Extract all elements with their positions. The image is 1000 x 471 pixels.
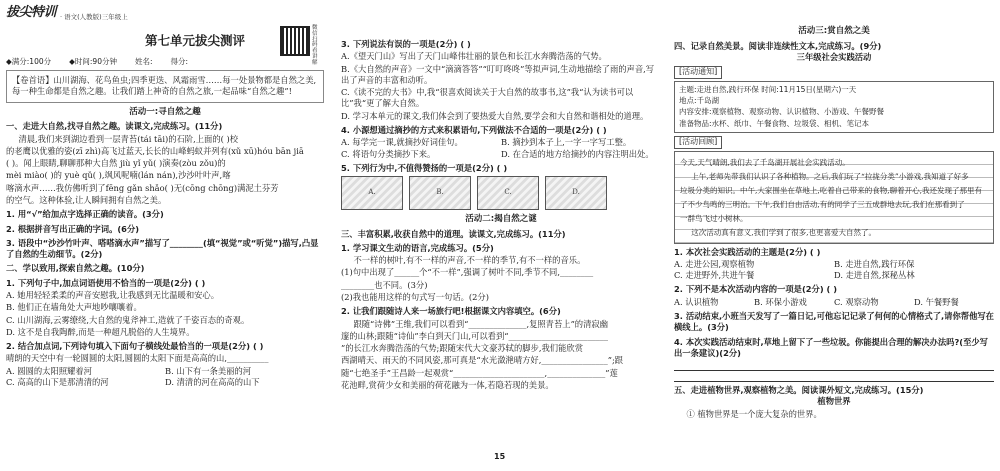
notice-box: [674, 81, 994, 133]
brand-subtitle: · 语文(人教版)三年级上: [60, 13, 128, 22]
passage-line: 的老鹰以优雅的姿(zī zhì)高飞过蓝天,长长的山峰蚂蚁并列有(xǔ xū)hóu bān jiā: [6, 145, 304, 156]
picture-option-b[interactable]: B.: [409, 176, 471, 210]
section-heading: 二、学以致用,探索自然之趣。(10分): [6, 263, 145, 274]
blank-line[interactable]: 花池畔,赏荷少女和美丽的荷花融为一体,若隐若现的美景。: [341, 380, 554, 391]
blank-line[interactable]: (2)我也能用这样的句式写一句话。(2分): [341, 292, 489, 303]
option[interactable]: D. 这不是自我陶醉,而是一种超凡脱俗的人生境界。: [6, 326, 195, 337]
option[interactable]: A. 圆圆的太阳照耀着河: [6, 365, 92, 376]
brand-logo: 拔尖特训: [6, 5, 57, 21]
diary-line: 这次活动真有意义,我们学到了很多,也更喜爱大自然了。: [691, 227, 877, 237]
section-heading: 一、走进大自然,找寻自然之趣。读课文,完成练习。(11分): [6, 121, 223, 132]
doc-title: 三年级社会实践活动: [796, 51, 872, 62]
options: [341, 137, 661, 160]
intro-text: 【卷首语】山川湖海、花鸟鱼虫;四季更迭、风霜雨雪……每一处景物都是自然之美,每一种生命都是自然之趣。让我们踏上神奇的自然之旅,一起品味“自然之趣”!: [12, 75, 317, 97]
notice-line: 地点:千岛湖: [679, 96, 720, 106]
section-heading: 五、走进植物世界,观察植物之美。阅读课外短文,完成练习。(15分): [674, 385, 924, 396]
answer-line[interactable]: [674, 371, 994, 382]
activity-heading: 活动二:揭自然之谜: [465, 214, 537, 225]
passage-line: mèi miào( )的 yuè qǔ( ),飒风呢喃(lán nán),沙沙叶叶声,喀: [6, 170, 231, 181]
header: [6, 0, 324, 22]
meta-row: [6, 57, 324, 67]
option[interactable]: A. 每学完一课,就摘抄好词佳句。: [341, 137, 463, 148]
blank-line[interactable]: ”的长江水奔腾浩荡的气势;跟随宋代大文豪苏轼的脚步,我们能欣赏: [341, 343, 583, 354]
time-limit: ◆时间:90分钟: [69, 57, 117, 66]
question: 1. 本次社会实践活动的主题是(2分) ( ): [674, 246, 821, 257]
article-paragraph: ① 植物世界是一个庞大复杂的世界。: [686, 408, 822, 419]
option[interactable]: D. 学习本单元的课文,我们体会到了要热爱大自然,要学会和大自然和谐相处的道理。: [341, 110, 649, 121]
diary-line: 上午,老师先带我们认识了各种植物。之后,我们玩了“拉拢分类”小游戏,我知道了好多: [691, 171, 969, 181]
text: 不一样的树叶,有不一样的声音,不一样的季节,有不一样的音乐。: [353, 255, 586, 266]
qr-code-icon[interactable]: [280, 26, 310, 56]
middle-column: [341, 36, 661, 471]
blank-line[interactable]: 跟随“诗佛”王维,我们可以看到“______________,复照青苔上”的清寂幽: [353, 318, 608, 329]
review-tag: [活动回顾]: [674, 136, 722, 149]
name-field[interactable]: 姓名:: [134, 57, 153, 66]
option[interactable]: C. 观察动物: [834, 296, 879, 307]
blank-line[interactable]: (1)句中出现了______个“不一样”,强调了树叶不同,季节不同,________: [341, 267, 594, 278]
question: 2. 让我们跟随诗人来一场旅行吧!根据课文内容填空。(6分): [341, 306, 561, 317]
question: 1. 用“√”给加点字选择正确的读音。(3分): [6, 209, 164, 220]
notice-line: 主题:走进自然,践行环保 时间:11月15日(星期六)一天: [679, 84, 857, 94]
question: 3. 下列说法有误的一项是(2分) ( ): [341, 39, 471, 49]
option[interactable]: C. 山川湖海,云雾缭绕,大自然的鬼斧神工,造就了千姿百态的奇观。: [6, 314, 250, 325]
option[interactable]: D. 清清的河在高高的山下: [165, 376, 260, 387]
question: 2. 结合加点词,下列诗句填入下面句子横线处最恰当的一项是(2分) ( ): [6, 341, 264, 352]
blank-line[interactable]: 邃的山林;跟随“诗仙”李白到天门山,可以看到“________________________: [341, 330, 609, 341]
passage-line: ( )。闻上眼睛,聊聊那种大自然 jiù yǐ yǔ( )演奏(zòu zǒu)的: [6, 158, 226, 169]
notice-line: 准备物品:水杯、纸巾、午餐食物、垃圾袋、相机、笔记本: [679, 118, 870, 128]
article-title: 植物世界: [817, 396, 851, 407]
option[interactable]: B. 环保小游戏: [754, 296, 807, 307]
notice-tag: [活动通知]: [674, 66, 722, 79]
option[interactable]: B. 走进自然,践行环保: [834, 258, 915, 269]
passage-line: 喀滴水声……我仿佛听到了fēng gǎn shǎo( )无(cōng chōng)满泥土芬芳: [6, 182, 279, 193]
notice-line: 内容安排:观察植物、观察动物、认识植物、小游戏、午餐野餐: [679, 107, 885, 117]
intro-box: [6, 70, 324, 103]
blank-line[interactable]: ________也不同。(3分): [341, 279, 428, 290]
page-number: 15: [494, 452, 506, 461]
option[interactable]: B. 摘抄到本子上,一字一字写工整。: [501, 137, 632, 148]
score-field[interactable]: 得分:: [170, 57, 189, 66]
question: 5. 下列行为中,不值得赞扬的一项是(2分) ( ): [341, 162, 508, 173]
activity-heading: 活动一:寻自然之趣: [129, 106, 201, 117]
option[interactable]: C. 高高的山下是那清清的河: [6, 376, 109, 387]
page-title: 第七单元拔尖测评: [144, 33, 245, 48]
picture-option-c[interactable]: C.: [477, 176, 539, 210]
picture-option-d[interactable]: D.: [545, 176, 607, 210]
activity-heading: 活动三:赏自然之美: [798, 26, 870, 36]
question: 4. 本次实践活动结束时,草地上留下了一些垃圾。你能提出合理的解决办法吗?(至少写出一条建议)(2分): [674, 336, 988, 358]
question-sentence: 晴朗的天空中有一轮圆圆的太阳,圆圆的太阳下面是高高的山,__________: [6, 353, 269, 364]
option[interactable]: D. 走进自然,探秘丛林: [834, 270, 915, 281]
diary-box: [674, 151, 994, 244]
blank-line[interactable]: 随“七绝圣手”王昌龄一起观赏“______________________,______________”莲: [341, 367, 618, 378]
section-heading: 三、丰富积累,收获自然中的道理。读课文,完成练习。(11分): [341, 228, 566, 239]
full-score: ◆满分:100分: [6, 57, 52, 66]
question: 2. 下列不是本次活动内容的一项是(2分) ( ): [674, 284, 837, 295]
question: 4. 小源想通过摘抄的方式来积累语句,下列做法不合适的一项是(2分) ( ): [341, 124, 607, 135]
option[interactable]: A. 认识植物: [674, 296, 719, 307]
answer-line[interactable]: [674, 360, 994, 371]
diary-line: 一群鸟飞过小树林。: [680, 213, 748, 223]
option[interactable]: B.《大自然的声音》一文中“滴滴答答”“叮叮咚咚”等拟声词,生动地描绘了雨的声音,写出了声音的丰富和动听。: [341, 63, 655, 85]
picture-options: [341, 176, 661, 210]
options: [674, 259, 994, 282]
question: 3. 活动结束,小班当天发写了一篇日记,可他忘记记录了何何的心情格式了,请你帮他写在横线上。(3分): [674, 311, 994, 333]
option[interactable]: B. 他们正在墙角处大声地吵嚷嚷着。: [6, 302, 142, 313]
diary-line: 今天,天气晴朗,我们去了千岛湖开展社会实践活动。: [680, 157, 850, 167]
option[interactable]: D. 在合适的地方给摘抄的内容注明出处。: [501, 148, 654, 159]
option[interactable]: A. 走进公园,观察植物: [674, 258, 755, 269]
blank-line[interactable]: 西湖晴天、雨天的不同风姿,那可真是“水光潋滟晴方好,________________”;跟: [341, 355, 624, 366]
option[interactable]: C.《读不完的大书》中,我“很喜欢阅读关于大自然的故事书,这”我“认为读书可以比”我“更了解大自然。: [341, 87, 634, 109]
qr-caption: 微信扫码看讲解: [312, 25, 318, 66]
question: 2. 根据拼音写出正确的字词。(6分): [6, 223, 140, 234]
option[interactable]: A.《望天门山》写出了天门山峰伟壮丽的景色和长江水奔腾浩荡的气势。: [341, 51, 607, 62]
option[interactable]: C. 走进野外,共进午餐: [674, 270, 755, 281]
question: 1. 学习课文生动的语言,完成练习。(5分): [341, 242, 494, 253]
passage-line: 的空气。这种体验,让人瞬间拥有自然之美。: [6, 194, 167, 205]
option[interactable]: A. 她用轻轻柔柔的声音安慰我,让我感到无比温暖和安心。: [6, 289, 220, 300]
section-heading: 四、记录自然美景。阅读非连续性文本,完成练习。(9分): [674, 40, 882, 51]
passage-line: 清晨,我们来到湖边看到一层青苔(tái tāi)的石阶,上面的( )校: [18, 133, 239, 144]
option[interactable]: D. 午餐野餐: [914, 296, 959, 307]
option[interactable]: B. 山下有一条美丽的河: [165, 365, 252, 376]
option[interactable]: C. 将语句分类摘抄下来。: [341, 148, 436, 159]
options: [6, 366, 324, 389]
left-column: [6, 0, 324, 471]
options: [674, 297, 994, 308]
question: 3. 语段中“沙沙竹叶声、嗒嗒滴水声”描写了________(填“视觉”或“听觉”)描写,凸显了自然的生动细节。(2分): [6, 237, 319, 260]
passage: [6, 134, 324, 207]
question: 1. 下列句子中,加点词语使用不恰当的一项是(2分) ( ): [6, 277, 206, 288]
right-column: [674, 22, 994, 471]
picture-option-a[interactable]: A.: [341, 176, 403, 210]
diary-line: 了不少鸟鸣的三明治。下午,我们自由活动,有的同学了三五成群地去玩,我们在那看到了: [680, 199, 965, 209]
diary-line: 垃圾分类的知识。中午,大家围坐在草地上,吃着自己带来的食物,聊着开心,我还发现了那里有: [680, 185, 983, 195]
